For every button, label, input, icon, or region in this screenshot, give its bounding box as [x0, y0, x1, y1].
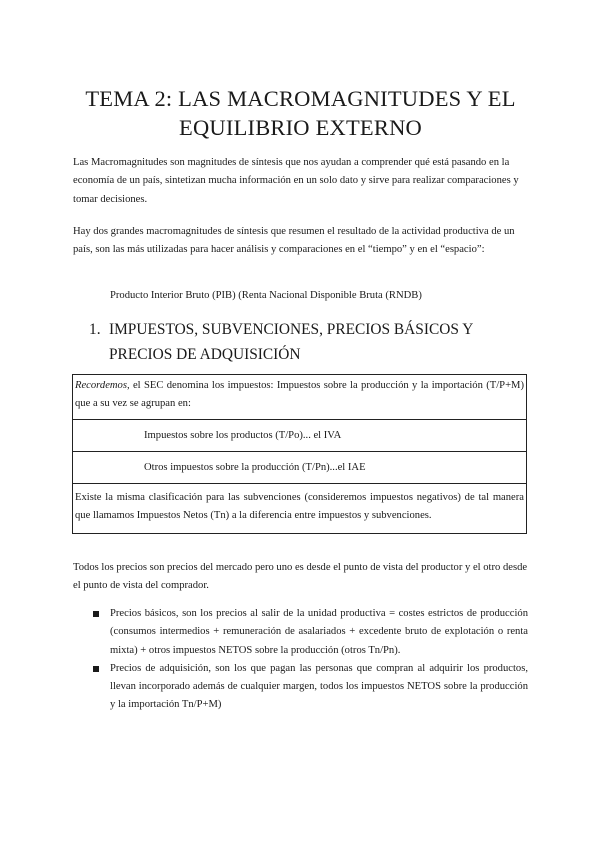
section-heading: [89, 317, 529, 367]
list-item: [93, 605, 528, 660]
list-item-text: Precios de adquisición, son los que pagan las personas que compran al adquirir los productos, llevan incorporado además de cualquier margen, todos los impuestos NETOS sobre la producción y la importación Tn/P+M): [110, 662, 528, 711]
prices-paragraph: Todos los precios son precios del mercado pero uno es desde el punto de vista del productor y el otro desde el punto de vista del comprador.: [73, 562, 528, 592]
list-item: [93, 660, 528, 715]
taxes-box: [72, 374, 527, 534]
intro-paragraph: Las Macromagnitudes son magnitudes de síntesis que nos ayudan a comprender qué está pasando en la economía de un país, sintetizan mucha información en un solo dato y sirve para realizar comparaciones y tomar decisiones.: [73, 157, 519, 205]
box-row-subsidies: Existe la misma clasificación para las subvenciones (consideremos impuestos negativos) de tal manera que llamamos Impuestos Netos (Tn) a la diferencia entre impuestos y subvenciones.: [75, 492, 524, 521]
title-line-1: TEMA 2: LAS MACROMAGNITUDES Y EL: [85, 86, 516, 111]
prices-list: [93, 605, 528, 715]
box-row-taxes-products: Impuestos sobre los productos (T/Po)... el IVA: [73, 420, 526, 452]
section-title: IMPUESTOS, SUBVENCIONES, PRECIOS BÁSICOS Y PRECIOS DE ADQUISICIÓN: [109, 321, 473, 363]
square-bullet-icon: [93, 611, 99, 617]
page-title: [73, 84, 528, 142]
title-line-2: EQUILIBRIO EXTERNO: [179, 115, 422, 140]
recordemos-text: Recordemos,: [75, 380, 130, 391]
section-number: 1.: [89, 321, 101, 338]
box-row-intro: [73, 375, 526, 420]
box-row-other-taxes: Otros impuestos sobre la producción (T/Pn)...el IAE: [73, 452, 526, 484]
pib-rndb-line: Producto Interior Bruto (PIB) (Renta Nacional Disponible Bruta (RNDB): [110, 290, 422, 301]
box-row-intro-text: el SEC denomina los impuestos: Impuestos sobre la producción y la importación (T/P+M) que a su vez se agrupan en:: [75, 380, 524, 409]
square-bullet-icon: [93, 666, 99, 672]
list-item-text: Precios básicos, son los precios al salir de la unidad productiva = costes estrictos de producción (consumos intermedios + remuneración de asalariados + excedente bruto de explotación o renta mixta) + otros impuestos NETOS sobre la producción (otros Tn/Pn).: [110, 608, 528, 656]
macromagnitudes-paragraph: Hay dos grandes macromagnitudes de síntesis que resumen el resultado de la actividad productiva de un país, son las más utilizadas para hacer análisis y comparaciones en el “tiempo” y en el “espacio”:: [73, 226, 515, 256]
